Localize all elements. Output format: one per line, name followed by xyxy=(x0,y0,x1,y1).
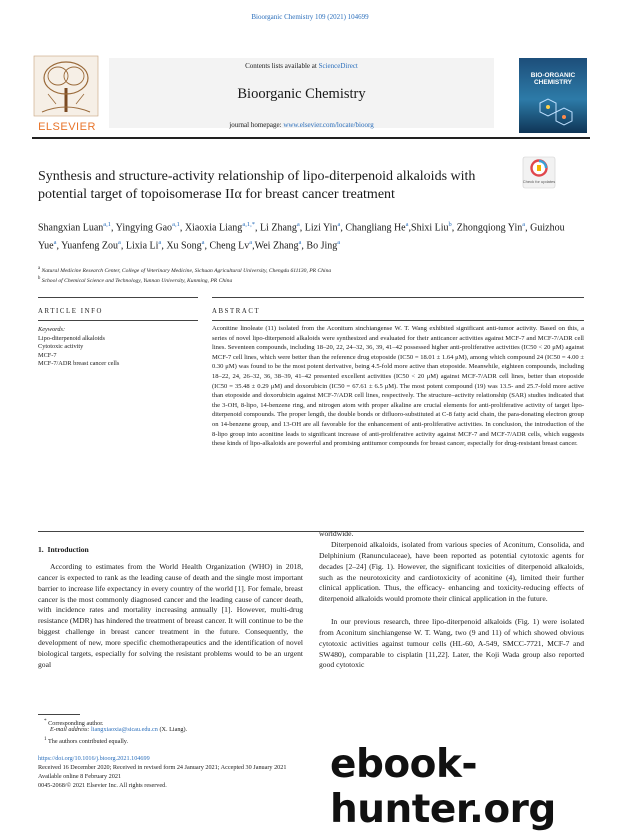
intro-left-column: According to estimates from the World Health Organization (WHO) in 2018, cancer is expected to rank as the leading cause of death and the single most important barrier to increase life expectancy in every country of the world [1]. For female, breast cancer is the most commonly diagnosed cancer and the leading cause of cancer death, with incidence rates and mortality increasing annually [1]. However, multi-drug resistance (MDR) has hindered the treatment of breast cancer. It will continue to be the biggest challenge in breast cancer treatment in the future. Consequently, the development of new, more specific chemotherapeutics and the identification of novel biological targets, especially for solving the resistant problems would to be an urgent goal xyxy=(38,562,303,669)
author-name[interactable]: Shangxian Luan xyxy=(38,222,104,234)
keyword: Lipo-diterpenoid alkaloids xyxy=(38,335,105,342)
section-number: 1. xyxy=(38,545,44,554)
corresponding-note: * Corresponding author. xyxy=(44,718,104,728)
homepage-link[interactable]: www.elsevier.com/locate/bioorg xyxy=(283,121,374,129)
author-name[interactable]: Changliang He xyxy=(345,222,406,234)
journal-name: Bioorganic Chemistry xyxy=(237,86,366,102)
cover-molecule-graphic xyxy=(530,95,576,129)
equal-contribution-text: The authors contributed equally. xyxy=(48,738,129,746)
author-name[interactable]: Yuanfeng Zou xyxy=(61,240,119,252)
sciencedirect-link[interactable]: ScienceDirect xyxy=(318,62,358,70)
check-for-updates-label: Check for updates xyxy=(522,179,556,184)
author-name[interactable]: Shixi Liu xyxy=(411,222,449,234)
header-rule xyxy=(32,137,590,139)
cover-title: BIO-ORGANIC CHEMISTRY xyxy=(530,72,576,86)
received-dates: Received 16 December 2020; Received in revised form 24 January 2021; Accepted 30 January 2021 xyxy=(38,764,287,771)
affiliation-mark: b xyxy=(38,276,41,282)
keyword-list xyxy=(38,335,198,369)
author-name[interactable]: Yingying Gao xyxy=(115,222,173,234)
section-title: Introduction xyxy=(47,545,89,554)
author-affiliation-mark[interactable]: a xyxy=(158,238,162,246)
keyword: MCF-7/ADR breast cancer cells xyxy=(38,360,120,368)
author-affiliation-mark[interactable]: a,1 xyxy=(172,221,180,228)
affiliation-text: School of Chemical Science and Technology, Yunnan University, Kunming, PR China xyxy=(40,278,233,285)
info-rule-top xyxy=(38,297,198,298)
article-title: Synthesis and structure-activity relationship of lipo-diterpenoid alkaloids with potential target of topoisomerase IIα for breast cancer treatment xyxy=(38,169,476,202)
author-name[interactable]: Lizi Yin xyxy=(304,222,338,234)
author-name[interactable]: Wei Zhang xyxy=(254,240,299,252)
author-name[interactable]: Bo Jing xyxy=(306,240,338,252)
email-link[interactable]: liangxiaoxia@sicau.edu.cn xyxy=(91,726,158,733)
author-name[interactable]: Cheng Lv xyxy=(209,240,250,252)
author-name[interactable]: Lixia Li xyxy=(125,240,159,252)
affiliation-list xyxy=(38,265,583,286)
intro-right-para-1: worldwide. xyxy=(319,529,354,538)
contents-line xyxy=(109,62,494,70)
author-affiliation-mark[interactable]: a xyxy=(337,238,341,246)
section-heading xyxy=(38,545,89,554)
homepage-prefix: journal homepage: xyxy=(229,121,284,129)
author-affiliation-mark[interactable]: b xyxy=(448,221,452,228)
author-name[interactable]: Guizhou Yue xyxy=(38,222,565,252)
publisher-name: ELSEVIER xyxy=(38,121,96,133)
author-affiliation-mark[interactable]: a,1,* xyxy=(242,221,255,228)
author-affiliation-mark[interactable]: a xyxy=(201,238,205,246)
author-name[interactable]: Xiaoxia Liang xyxy=(184,222,243,234)
available-online: Available online 8 February 2021 xyxy=(38,773,122,780)
keywords-label: Keywords: xyxy=(38,326,66,333)
author-name[interactable]: Xu Song xyxy=(166,240,202,252)
author-affiliation-mark[interactable]: a xyxy=(53,238,57,246)
info-rule-mid xyxy=(38,320,198,321)
author-affiliation-mark[interactable]: a xyxy=(296,221,300,228)
keyword: MCF-7 xyxy=(38,351,57,359)
author-affiliation-mark[interactable]: a xyxy=(118,238,121,246)
homepage-line xyxy=(109,121,494,129)
author-affiliation-mark[interactable]: a xyxy=(522,221,526,228)
watermark-text: ebook-hunter.org xyxy=(330,742,556,832)
footnote-rule xyxy=(38,714,80,715)
article-info-heading: ARTICLE INFO xyxy=(38,308,104,315)
author-name[interactable]: Zhongqiong Yin xyxy=(456,222,523,234)
author-affiliation-mark[interactable]: a,1 xyxy=(103,221,112,228)
contents-prefix: Contents lists available at xyxy=(245,62,319,70)
equal-contribution-note: $^1$ The authors contributed equally. xyxy=(44,736,129,746)
author-list: Shangxian Luan$^{a,1}$, Yingying Gao$^{a,1}$, Xiaoxia Liang$^{a,1,*}$, Li Zhang$^a$, Lizi Yin$^a$, Changliang He$^a$,Shixi Liu$^b$, Zhongqiong Yin$^a$, Guizhou Yue$^a$, Yuanfeng Zou$^a$, Lixia Li$^a$, Xu Song$^a$, Cheng Lv$^a$,Wei Zhang$^a$, Bo Jing$^a$ xyxy=(38,221,565,252)
corresponding-text: Corresponding author. xyxy=(48,720,104,728)
doi-link[interactable]: https://doi.org/10.1016/j.bioorg.2021.104699 xyxy=(38,755,150,762)
abstract-heading: ABSTRACT xyxy=(212,308,261,315)
abstract-text: Aconitine linoleate (11) isolated from the Aconitum sinchiangense W. T. Wang exhibited significant anti-tumor activity. Based on this, a series of novel lipo-diterpenoid alkaloids were synthesized and evaluated for their anticancer activities against MCF-7 and MCF-7/ADR cell lines. Seventeen compounds, including 18–20, 22, 24–32, 36, 39, 41–42 possessed higher anti-proliferative activities (IC50 < 20 μM) against MCF-7 cell lines, which were better than the reference drug etoposide (IC50 = 18.01 ± 1.64 μM), among which compound 24 (IC50 = 4.00 ± 0.30 μM) was found to be the most potent derivative, being 4.5-fold more active than etoposide. Meanwhile, eighteen compounds, including 18–22, 24, 26–32, 36, 38–39, 41–42 presented excellent activities (IC50 < 20 μM) against MCF-7/ADR cell lines, better than etoposide (IC50 = 35.48 ± 0.29 μM) and doxorubicin (IC50 = 67.61 ± 6.5 μM). The most potent compound (19) was 13.5- and 25.7-fold more active than etoposide and doxorubicin against MCF-7/ADR cell lines, respectively. The structure–activity relationship (SAR) studies indicated that the 3-OH, 8-lipo, 14-benzene ring, and nitrogen atom with proper alkaline are crucial elements for anti-proliferative activity of target lipo-diterpenoid compounds. The proper length, the double bonds or difluoro-substituted at C-8 fatty acid chain, the para-donating electron group on 14-benzene group, and 13-OH are all favorable for the enhancement of anti-proliferative activities. In conclusion, the introduction of the 8-lipo group into aconitine leads to significant increase of anti-proliferative activity against MCF-7 and MCF-7/ADR cells, which suggests these kinds of lipo-alkaloids are powerful and promising antitumor compounds for breast cancer, especially for drug-resistant breast cancer. xyxy=(212,325,584,448)
email-note xyxy=(50,726,187,735)
author-name[interactable]: Li Zhang xyxy=(259,222,297,234)
author-affiliation-mark[interactable]: a xyxy=(405,221,409,228)
abstract-rule-mid xyxy=(212,320,584,321)
affiliation-text: Natural Medicine Research Center, College of Veterinary Medicine, Sichuan Agricultural University, Chengdu 611130, PR China xyxy=(40,267,332,274)
affiliation-mark: a xyxy=(38,266,41,271)
author-affiliation-mark[interactable]: a xyxy=(298,238,302,246)
copyright-line: 0045-2068/© 2021 Elsevier Inc. All rights reserved. xyxy=(38,782,167,789)
abstract-rule-top xyxy=(212,297,584,298)
author-affiliation-mark[interactable]: a xyxy=(249,238,253,246)
email-label: E-mail address: xyxy=(50,726,92,733)
intro-right-para-3: In our previous research, three lipo-diterpenoid alkaloids (Fig. 1) were isolated from Aconitum sinchiangense W. T. Wang, two (9 and 11) of which showed obvious cytotoxic activities against tumour cells (HL-60, A-549, SMCC-7721, MCF-7 and SW480), comparable to cisplatin [11,22]. Later, the Koji Wada group also reported good cytotoxic xyxy=(319,617,584,670)
author-affiliation-mark[interactable]: a xyxy=(337,221,341,228)
affiliation xyxy=(38,275,583,285)
intro-right-para-2: Diterpenoid alkaloids, isolated from various species of Aconitum, Consolida, and Delphinium (Ranunculaceae), have been reported as potential cytotoxic agents for decades [2–24] (Fig. 1). However, the significant toxicities of diterpenoid alkaloids, such as the neurotoxicity and cardiotoxicity of aconitine (4), limited their further clinical application. Thus, the efficacy- enhancing and toxicity-reducing effects of diterpenoid alkaloids would promote their clinical application in the future. xyxy=(319,540,584,604)
journal-citation-line[interactable]: Bioorganic Chemistry 109 (2021) 104699 xyxy=(251,13,369,21)
keyword: Cytotoxic activity xyxy=(38,343,84,351)
email-suffix: (X. Liang). xyxy=(157,726,188,733)
affiliation xyxy=(38,265,583,275)
